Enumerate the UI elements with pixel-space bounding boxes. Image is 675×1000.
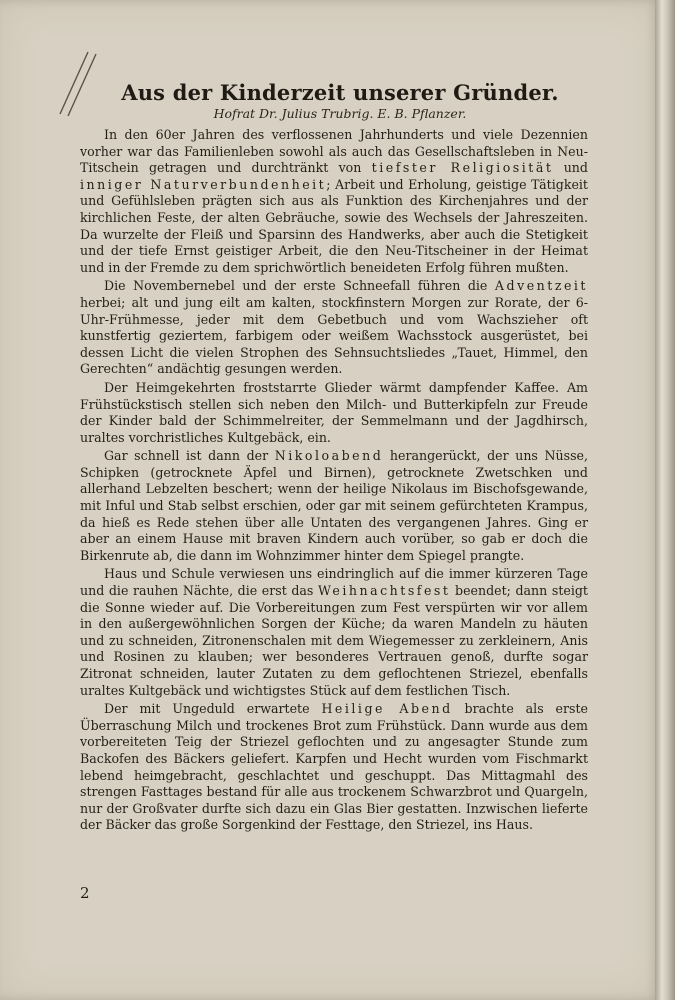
text-run: Gar schnell ist dann der — [104, 448, 275, 464]
article-title: Aus der Kinderzeit unserer Gründer. — [121, 80, 559, 105]
text-run: und — [553, 160, 588, 176]
paragraph — [80, 278, 588, 378]
emphasized-text: Weihnachtsfest — [317, 583, 451, 599]
emphasized-text: inniger Naturverbundenheit — [80, 176, 327, 192]
paragraph — [80, 127, 588, 276]
text-run: herangerückt, der uns Nüsse, Schipken (getrocknete Äpfel und Birnen), getrocknete Zwetschken und allerhand Lebzelten beschert; wenn der heilige Nikolaus im Bischofsgewande, mit Inful und Stab selbst erschien, oder gar mit seinem gefürchteten Krampus, da hieß es Rede stehen über alle Untaten des vergangenen Jahres. Ging er aber an einem Hause mit braven Kindern auch vorüber, so gab er doch die Birkenrute ab, die dann im Wohnzimmer hinter dem Spiegel prangte. — [80, 448, 588, 563]
text-run: In den 60er Jahren des verflossenen Jahrhunderts und viele Dezennien vorher war das Familienleben sowohl als auch das Gesellschaftsleben in Neu-Titschein getragen und durchtränkt von — [80, 127, 588, 176]
article-body — [80, 127, 588, 836]
emphasized-text: Heilige Abend — [321, 701, 453, 717]
emphasized-text: Nikoloabend — [274, 448, 384, 464]
emphasized-text: Adventzeit — [494, 278, 588, 294]
page-number: 2 — [80, 884, 90, 902]
text-run: Der Heimgekehrten froststarrte Glieder wärmt dampfender Kaffee. Am Frühstückstisch stellen sich neben den Milch- und Butterkipfeln zur Freude der Kinder bald der Schimmelreiter, der Semmelmann und der Jagdhirsch, uraltes vorchristliches Kultgebäck, ein. — [80, 379, 588, 445]
text-run: ; Arbeit und Erholung, geistige Tätigkeit und Gefühlsleben prägten sich aus als Funktion des Kirchenjahres und der kirchlichen Feste, der alten Gebräuche, sowie des Wechsels der Jahreszeiten. Da wurzelte der Fleiß und Sparsinn des Handwerks, aber auch die Stetigkeit und der tiefe Ernst geistiger Arbeit, die den Neu-Titscheiner in der Heimat und in der Fremde zu dem sprichwörtlich beneideten Erfolg führen mußten. — [80, 176, 588, 275]
paragraph — [80, 701, 588, 834]
text-run: Haus und Schule verwiesen uns eindringlich auf die immer kürzeren Tage und die rauhen Nächte, die erst das — [80, 566, 588, 599]
article-author: Hofrat Dr. Julius Trubrig. E. B. Pflanzer. — [213, 106, 467, 121]
paragraph — [80, 566, 588, 699]
paragraph — [80, 380, 588, 446]
text-run: Der mit Ungeduld erwartete — [104, 701, 322, 717]
text-run: brachte als erste Überraschung Milch und trockenes Brot zum Frühstück. Dann wurde aus dem vorbereiteten Teig der Striezel geflochten und zu angesagter Stunde zum Backofen des Bäckers geliefert. Karpfen und Hecht wurden vom Fischmarkt lebend heimgebracht, geschlachtet und geschuppt. Das Mittagmahl des strengen Fasttages bestand für alle aus trockenem Schwarzbrot und Quargeln, nur der Großvater durfte sich dazu ein Glas Bier gestatten. Inzwischen lieferte der Bäcker das große Sorgenkind der Festtage, den Striezel, ins Haus. — [80, 701, 588, 833]
book-spine — [655, 0, 675, 1000]
text-run: beendet; dann steigt die Sonne wieder auf. Die Vorbereitungen zum Fest verspürten wir vor allem in den außergewöhnlichen Sorgen der Küche; da waren Mandeln zu häuten und zu schneiden, Zitronenschalen mit dem Wiegemesser zu zerkleinern, Anis und Rosinen zu klauben; wer besonderes Vertrauen genoß, durfte sogar Zitronat schneiden, lauter Zutaten zu dem geflochtenen Striezel, ebenfalls uraltes Kultgebäck und wichtigstes Stück auf dem festlichen Tisch. — [80, 583, 588, 698]
paragraph — [80, 448, 588, 564]
text-run: Die Novembernebel und der erste Schneefall führen die — [104, 278, 495, 294]
text-run: herbei; alt und jung eilt am kalten, stockfinstern Morgen zur Rorate, der 6-Uhr-Frühmesse, jeder mit dem Gebetbuch und vom Wachszieher oft kunstfertig geziertem, farbigem oder weißem Wachsstock ausgerüstet, bei dessen Licht die vielen Strophen des Sehnsuchtsliedes „Tauet, Himmel, den Gerechten“ andächtig gesungen werden. — [80, 294, 588, 377]
emphasized-text: tiefster Religiosität — [371, 160, 554, 176]
